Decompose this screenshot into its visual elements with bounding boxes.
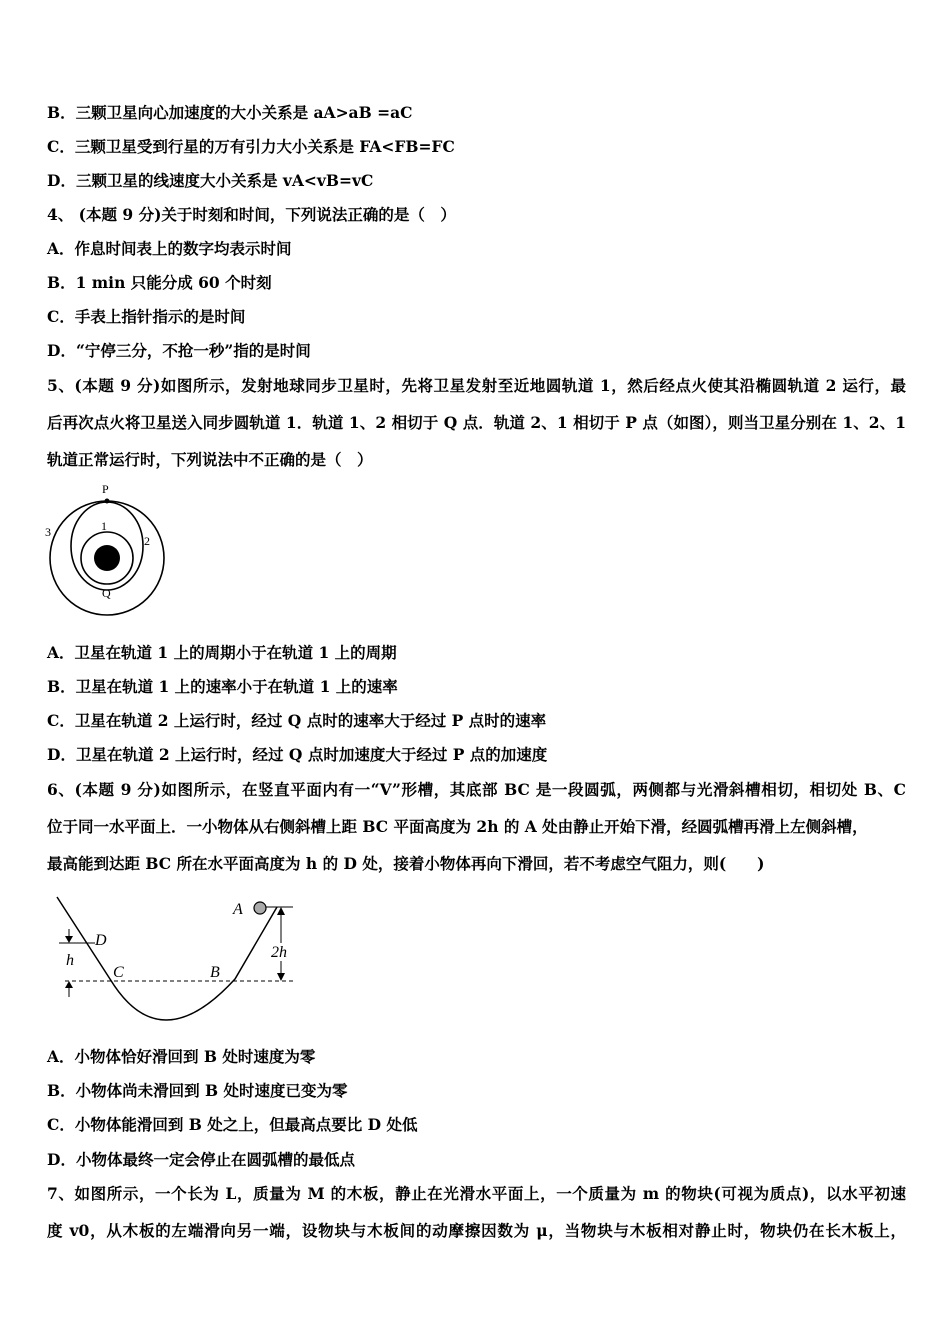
label-p: P <box>102 482 109 496</box>
h-arrowhead-up-icon <box>65 981 73 988</box>
question-5-stem-line3: 轨道正常运行时，下列说法中不正确的是（ ） <box>47 450 373 469</box>
option-d-velocity: D．三颗卫星的线速度大小关系是 vA<vB=vC <box>47 171 374 190</box>
question-5-stem-line2: 后再次点火将卫星送入同步圆轨道 1．轨道 1、2 相切于 Q 点．轨道 2、1 相切于 P 点（如图），则当卫星分别在 1、2、1 <box>47 413 906 432</box>
q5-option-b: B．卫星在轨道 1 上的速率小于在轨道 1 上的速率 <box>47 677 398 696</box>
groove-figure <box>45 893 305 1023</box>
question-6-stem-line3: 最高能到达距 BC 所在水平面高度为 h 的 D 处，接着小物体再向下滑回，若不考虑空气阻力，则( ) <box>47 854 765 873</box>
label-h: h <box>66 952 74 969</box>
label-b: B <box>210 964 220 981</box>
q5-option-c: C．卫星在轨道 2 上运行时，经过 Q 点时的速率大于经过 P 点时的速率 <box>47 711 547 730</box>
label-orbit-1: 1 <box>101 519 107 533</box>
label-c: C <box>113 964 124 981</box>
option-b-acceleration: B．三颗卫星向心加速度的大小关系是 aA>aB =aC <box>47 103 413 122</box>
q4-option-b: B．1 min 只能分成 60 个时刻 <box>47 273 272 292</box>
ball-icon <box>254 902 266 914</box>
question-7-stem-line1: 7、如图所示，一个长为 L，质量为 M 的木板，静止在光滑水平面上，一个质量为 m 的物块(可视为质点)，以水平初速 <box>47 1184 906 1203</box>
q5-option-a: A．卫星在轨道 1 上的周期小于在轨道 1 上的周期 <box>47 643 397 662</box>
question-7-stem-line2: 度 v0，从木板的左端滑向另一端，设物块与木板间的动摩擦因数为 μ，当物块与木板相对静止时，物块仍在长木板上， <box>47 1221 906 1240</box>
q6-option-d: D．小物体最终一定会停止在圆弧槽的最低点 <box>47 1150 355 1169</box>
label-orbit-2: 2 <box>144 534 150 548</box>
question-4-stem: 4、 (本题 9 分)关于时刻和时间，下列说法正确的是（ ） <box>47 205 456 224</box>
label-q: Q <box>102 586 111 600</box>
label-2h: 2h <box>271 944 287 961</box>
q4-option-d: D．“宁停三分，不抢一秒”指的是时间 <box>47 341 311 360</box>
earth-icon <box>94 545 120 571</box>
option-c-gravity: C．三颗卫星受到行星的万有引力大小关系是 FA<FB=FC <box>47 137 455 156</box>
q6-option-b: B．小物体尚未滑回到 B 处时速度已变为零 <box>47 1081 348 1100</box>
q5-option-d: D．卫星在轨道 2 上运行时，经过 Q 点时加速度大于经过 P 点的加速度 <box>47 745 548 764</box>
label-a: A <box>233 901 243 918</box>
two-h-arrowhead-down-icon <box>277 973 285 981</box>
h-arrowhead-down-icon <box>65 936 73 943</box>
orbit-figure <box>42 478 172 626</box>
label-orbit-3: 3 <box>45 525 51 539</box>
v-groove-curve <box>57 897 277 1020</box>
question-6-stem-line1: 6、(本题 9 分)如图所示，在竖直平面内有一“V”形槽，其底部 BC 是一段圆弧，两侧都与光滑斜槽相切，相切处 B、C <box>47 780 906 799</box>
question-5-stem-line1: 5、(本题 9 分)如图所示，发射地球同步卫星时，先将卫星发射至近地圆轨道 1，然后经点火使其沿椭圆轨道 2 运行，最 <box>47 376 906 395</box>
q6-option-c: C．小物体能滑回到 B 处之上，但最高点要比 D 处低 <box>47 1115 418 1134</box>
q6-option-a: A．小物体恰好滑回到 B 处时速度为零 <box>47 1047 316 1066</box>
q4-option-c: C．手表上指针指示的是时间 <box>47 307 246 326</box>
two-h-arrowhead-up-icon <box>277 907 285 915</box>
point-p-icon <box>105 499 110 504</box>
q4-option-a: A．作息时间表上的数字均表示时间 <box>47 239 292 258</box>
question-6-stem-line2: 位于同一水平面上．一小物体从右侧斜槽上距 BC 平面高度为 2h 的 A 处由静止开始下滑，经圆弧槽再滑上左侧斜槽， <box>47 817 868 836</box>
label-d: D <box>95 932 107 949</box>
